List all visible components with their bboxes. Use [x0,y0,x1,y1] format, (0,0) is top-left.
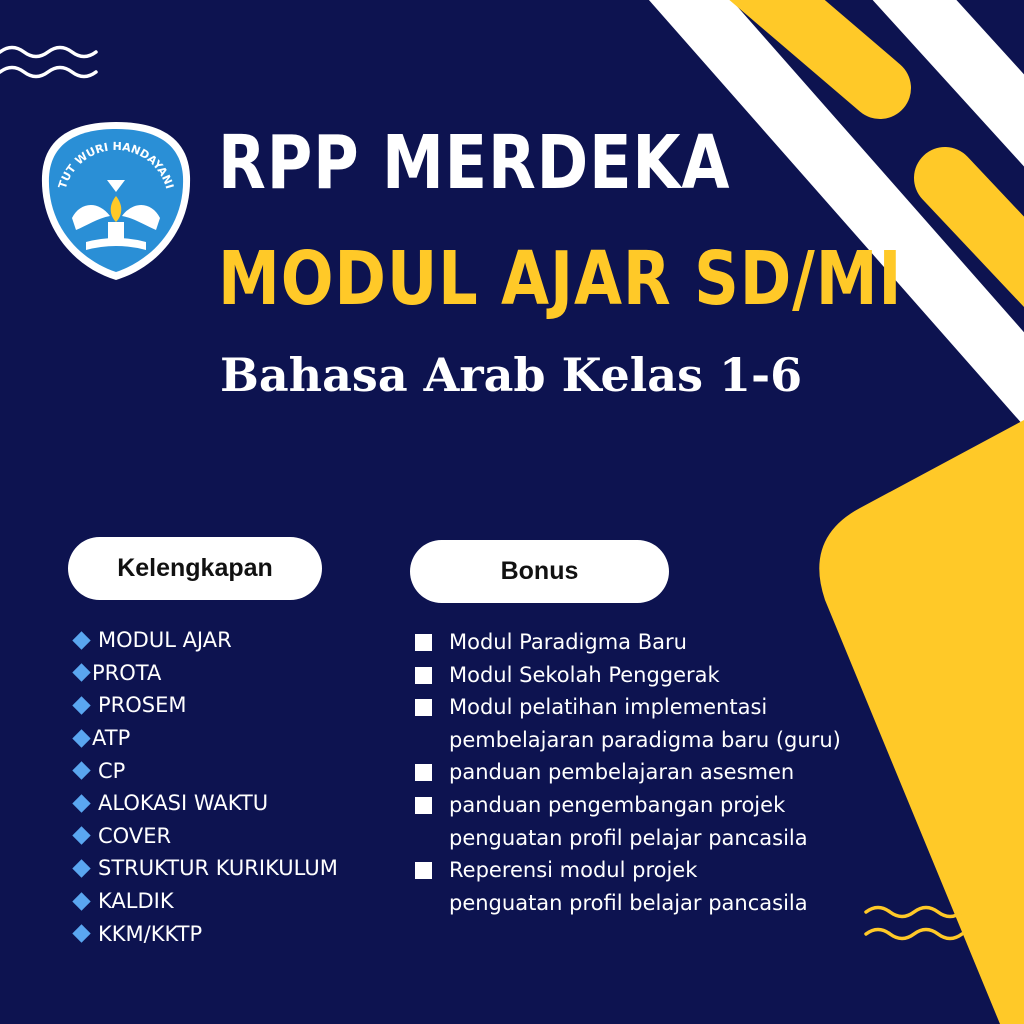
diamond-bullet-icon [72,631,90,649]
list-item: ALOKASI WAKTU [70,787,338,820]
bonus-label: Bonus [500,557,579,585]
list-item: ATP [70,722,338,755]
list-item: panduan pembelajaran asesmen [412,756,841,789]
list-item: PROTA [70,657,338,690]
square-bullet-icon [415,764,432,781]
diamond-bullet-icon [72,696,90,714]
title-modul-ajar: MODUL AJAR SD/MI [218,236,903,322]
wave-lines-top-left [0,48,96,77]
wave-lines-bottom-right [866,908,962,939]
diamond-bullet-icon [72,761,90,779]
list-item: MODUL AJAR [70,624,338,657]
kelengkapan-badge [68,537,322,600]
diamond-bullet-icon [72,924,90,942]
list-item: PROSEM [70,689,338,722]
bonus-list [412,626,841,919]
square-bullet-icon [415,667,432,684]
list-item: STRUKTUR KURIKULUM [70,852,338,885]
diamond-bullet-icon [72,729,90,747]
list-item: panduan pengembangan projek penguatan profil pelajar pancasila [412,789,841,854]
kelengkapan-label: Kelengkapan [117,554,273,582]
diamond-bullet-icon [72,664,90,682]
diamond-bullet-icon [72,859,90,877]
square-bullet-icon [415,699,432,716]
tut-wuri-handayani-logo [36,118,196,283]
subtitle-bahasa-arab: Bahasa Arab Kelas 1-6 [220,348,803,402]
logo-arc-text: TUT WURI HANDAYANI [55,139,177,191]
diamond-bullet-icon [72,794,90,812]
list-item: Reperensi modul projek penguatan profil belajar pancasila [412,854,841,919]
kelengkapan-list [70,624,338,950]
list-item: Modul Sekolah Penggerak [412,659,841,692]
list-item: CP [70,754,338,787]
list-item: COVER [70,820,338,853]
list-item: KALDIK [70,885,338,918]
square-bullet-icon [415,797,432,814]
list-item: KKM/KKTP [70,917,338,950]
diamond-bullet-icon [72,827,90,845]
list-item: Modul pelatihan implementasi pembelajaran paradigma baru (guru) [412,691,841,756]
title-rpp-merdeka: RPP MERDEKA [218,120,731,206]
square-bullet-icon [415,634,432,651]
yellow-corner-shape [819,420,1024,1024]
square-bullet-icon [415,862,432,879]
bonus-badge [410,540,669,603]
list-item: Modul Paradigma Baru [412,626,841,659]
diamond-bullet-icon [72,892,90,910]
